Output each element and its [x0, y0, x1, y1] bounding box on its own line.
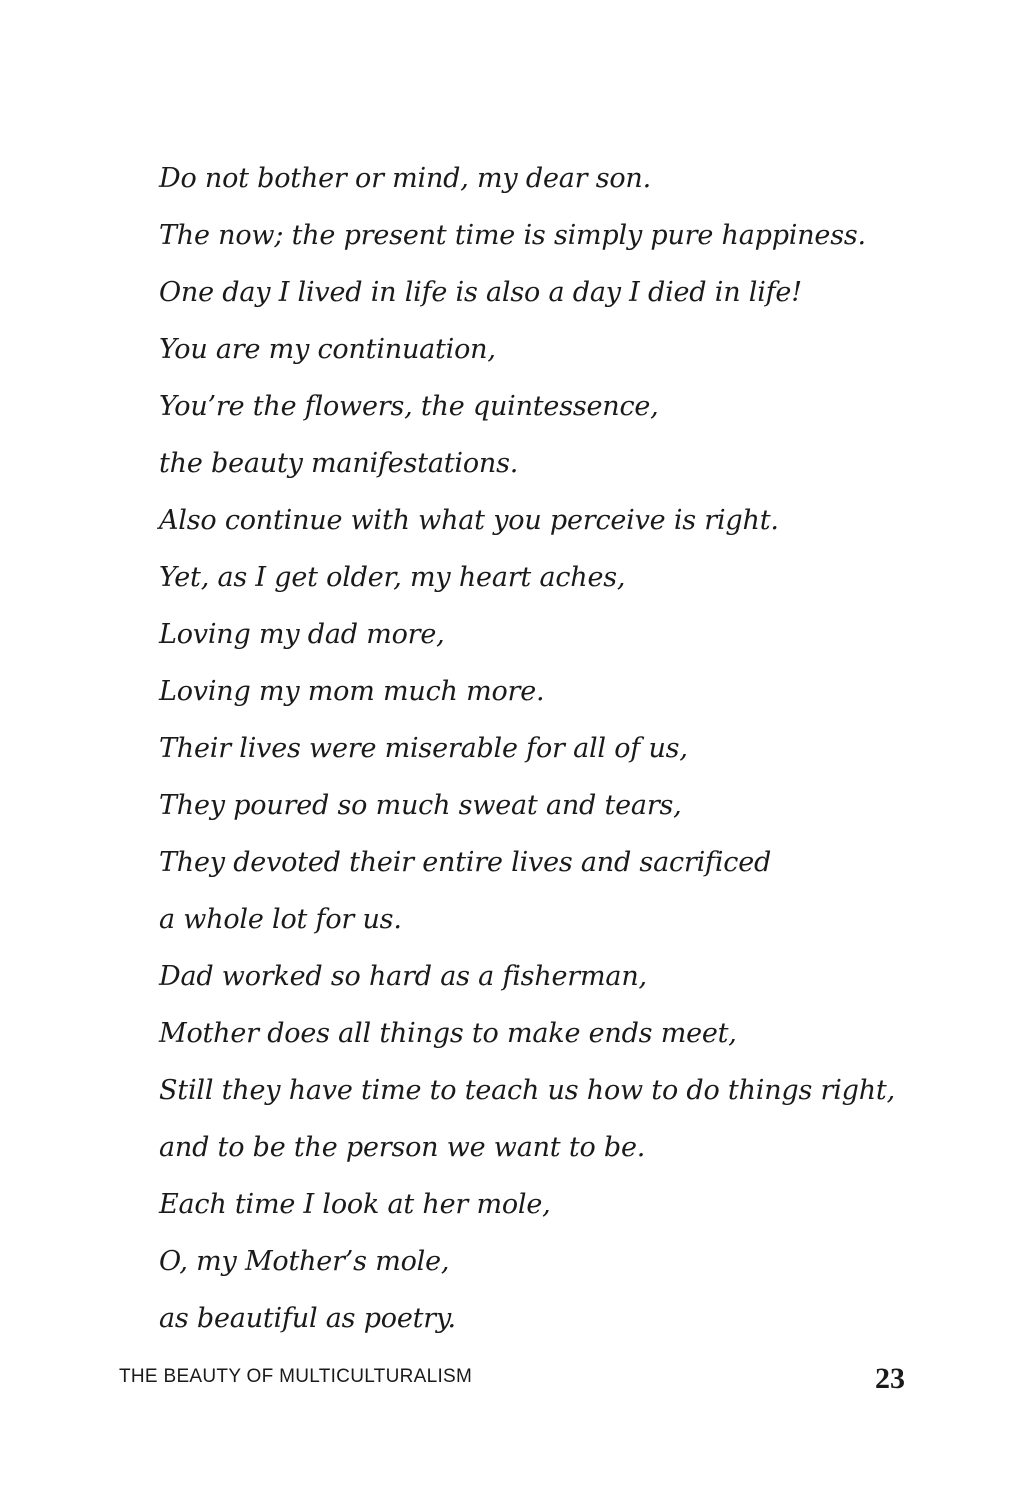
poem-line: You are my continuation,: [159, 334, 496, 365]
poem-line: Each time I look at her mole,: [159, 1189, 551, 1220]
poem-line: They poured so much sweat and tears,: [159, 790, 682, 821]
poem-line: the beauty manifestations.: [159, 448, 519, 479]
poem-line: a whole lot for us.: [159, 904, 402, 935]
poem-line: and to be the person we want to be.: [159, 1132, 646, 1163]
poem-line: Dad worked so hard as a fisherman,: [159, 961, 647, 992]
poem-line: The now; the present time is simply pure happiness.: [159, 220, 866, 251]
poem-line: Also continue with what you perceive is right.: [159, 505, 779, 536]
poem-line: Do not bother or mind, my dear son.: [159, 163, 651, 194]
page-number: 23: [875, 1362, 905, 1395]
poem-line: You’re the flowers, the quintessence,: [159, 391, 659, 422]
poem-line: Loving my mom much more.: [159, 676, 545, 707]
poem-line: They devoted their entire lives and sacrificed: [159, 847, 772, 878]
poem-body: [159, 150, 939, 1347]
poem-line: Loving my dad more,: [159, 619, 445, 650]
poem-line: Mother does all things to make ends meet,: [159, 1018, 737, 1049]
poem-line: as beautiful as poetry.: [159, 1303, 456, 1334]
poem-line: O, my Mother’s mole,: [159, 1246, 450, 1277]
running-footer-book-title: THE BEAUTY OF MULTICULTURALISM: [119, 1366, 473, 1387]
poem-line: One day I lived in life is also a day I died in life!: [159, 277, 802, 308]
poem-line: Their lives were miserable for all of us,: [159, 733, 688, 764]
poem-line: Yet, as I get older, my heart aches,: [159, 562, 626, 593]
poem-line: Still they have time to teach us how to do things right,: [159, 1075, 895, 1106]
